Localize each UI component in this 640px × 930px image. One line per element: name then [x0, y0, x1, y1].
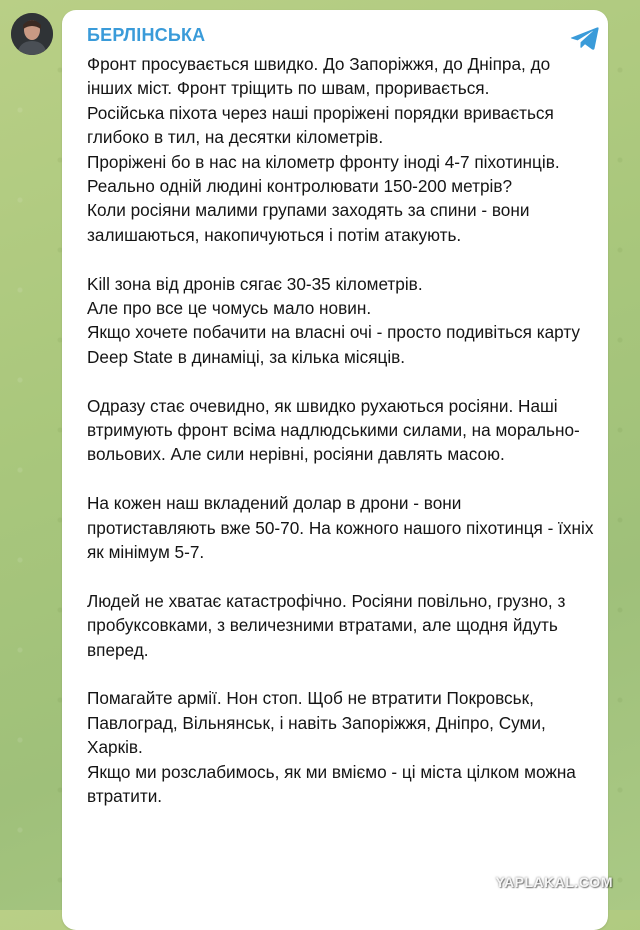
avatar-person-icon	[11, 13, 53, 55]
message-line: Одразу стає очевидно, як швидко рухаються росіяни. Наші втримують фронт всіма надлюдськими силами, на морально-вольових. Але сили нерівні, росіяни давлять масою.	[87, 395, 580, 465]
telegram-icon	[570, 26, 600, 52]
message-line: Проріжені бо в нас на кілометр фронту іноді 4-7 піхотинців. Реально одній людині контролювати 150-200 метрів?	[87, 151, 560, 197]
message-line: Коли росіяни малими групами заходять за спини - вони залишаються, накопичуються і потім атакують.	[87, 200, 530, 245]
message-paragraph	[87, 686, 594, 808]
message-paragraph	[87, 491, 594, 564]
channel-avatar[interactable]	[11, 13, 53, 55]
message-bubble	[62, 10, 608, 930]
message-line: Людей не хватає катастрофічно. Росіяни повільно, грузно, з пробуксовками, з величезними втратами, але щодня йдуть вперед.	[87, 590, 566, 660]
message-paragraph	[87, 589, 594, 662]
message-line: Російська піхота через наші проріжені порядки вривається глибоко в тил, на десятки кілометрів.	[87, 102, 554, 148]
message-paragraph	[87, 52, 594, 247]
message-text	[87, 52, 594, 809]
message-line: Kill зона від дронів сягає 30-35 кілометрів.	[87, 273, 423, 294]
message-line: Помагайте армії. Нон стоп. Щоб не втратити Покровськ, Павлоград, Вільнянськ, і навіть Запоріжжя, Дніпро, Суми, Харків.	[87, 688, 546, 758]
message-paragraph	[87, 394, 594, 467]
message-line: Якщо хочете побачити на власні очі - просто подивіться карту Deep State в динаміці, за кілька місяців.	[87, 322, 581, 367]
channel-name[interactable]: БЕРЛІНСЬКА	[87, 25, 206, 45]
message-line: На кожен наш вкладений долар в дрони - вони протиставляють вже 50-70. На кожного нашого піхотинця - їхніх як мінімум 5-7.	[87, 493, 594, 563]
message-line: Якщо ми розслабимось, як ми вміємо - ці міста цілком можна втратити.	[87, 761, 576, 807]
message-line: Фронт просувається швидко. До Запоріжжя, до Дніпра, до інших міст. Фронт тріщить по швам, проривається.	[87, 54, 551, 99]
message-line: Але про все це чомусь мало новин.	[87, 298, 372, 319]
message-paragraph	[87, 272, 594, 370]
watermark: YAPLAKAL.COM	[495, 874, 613, 890]
